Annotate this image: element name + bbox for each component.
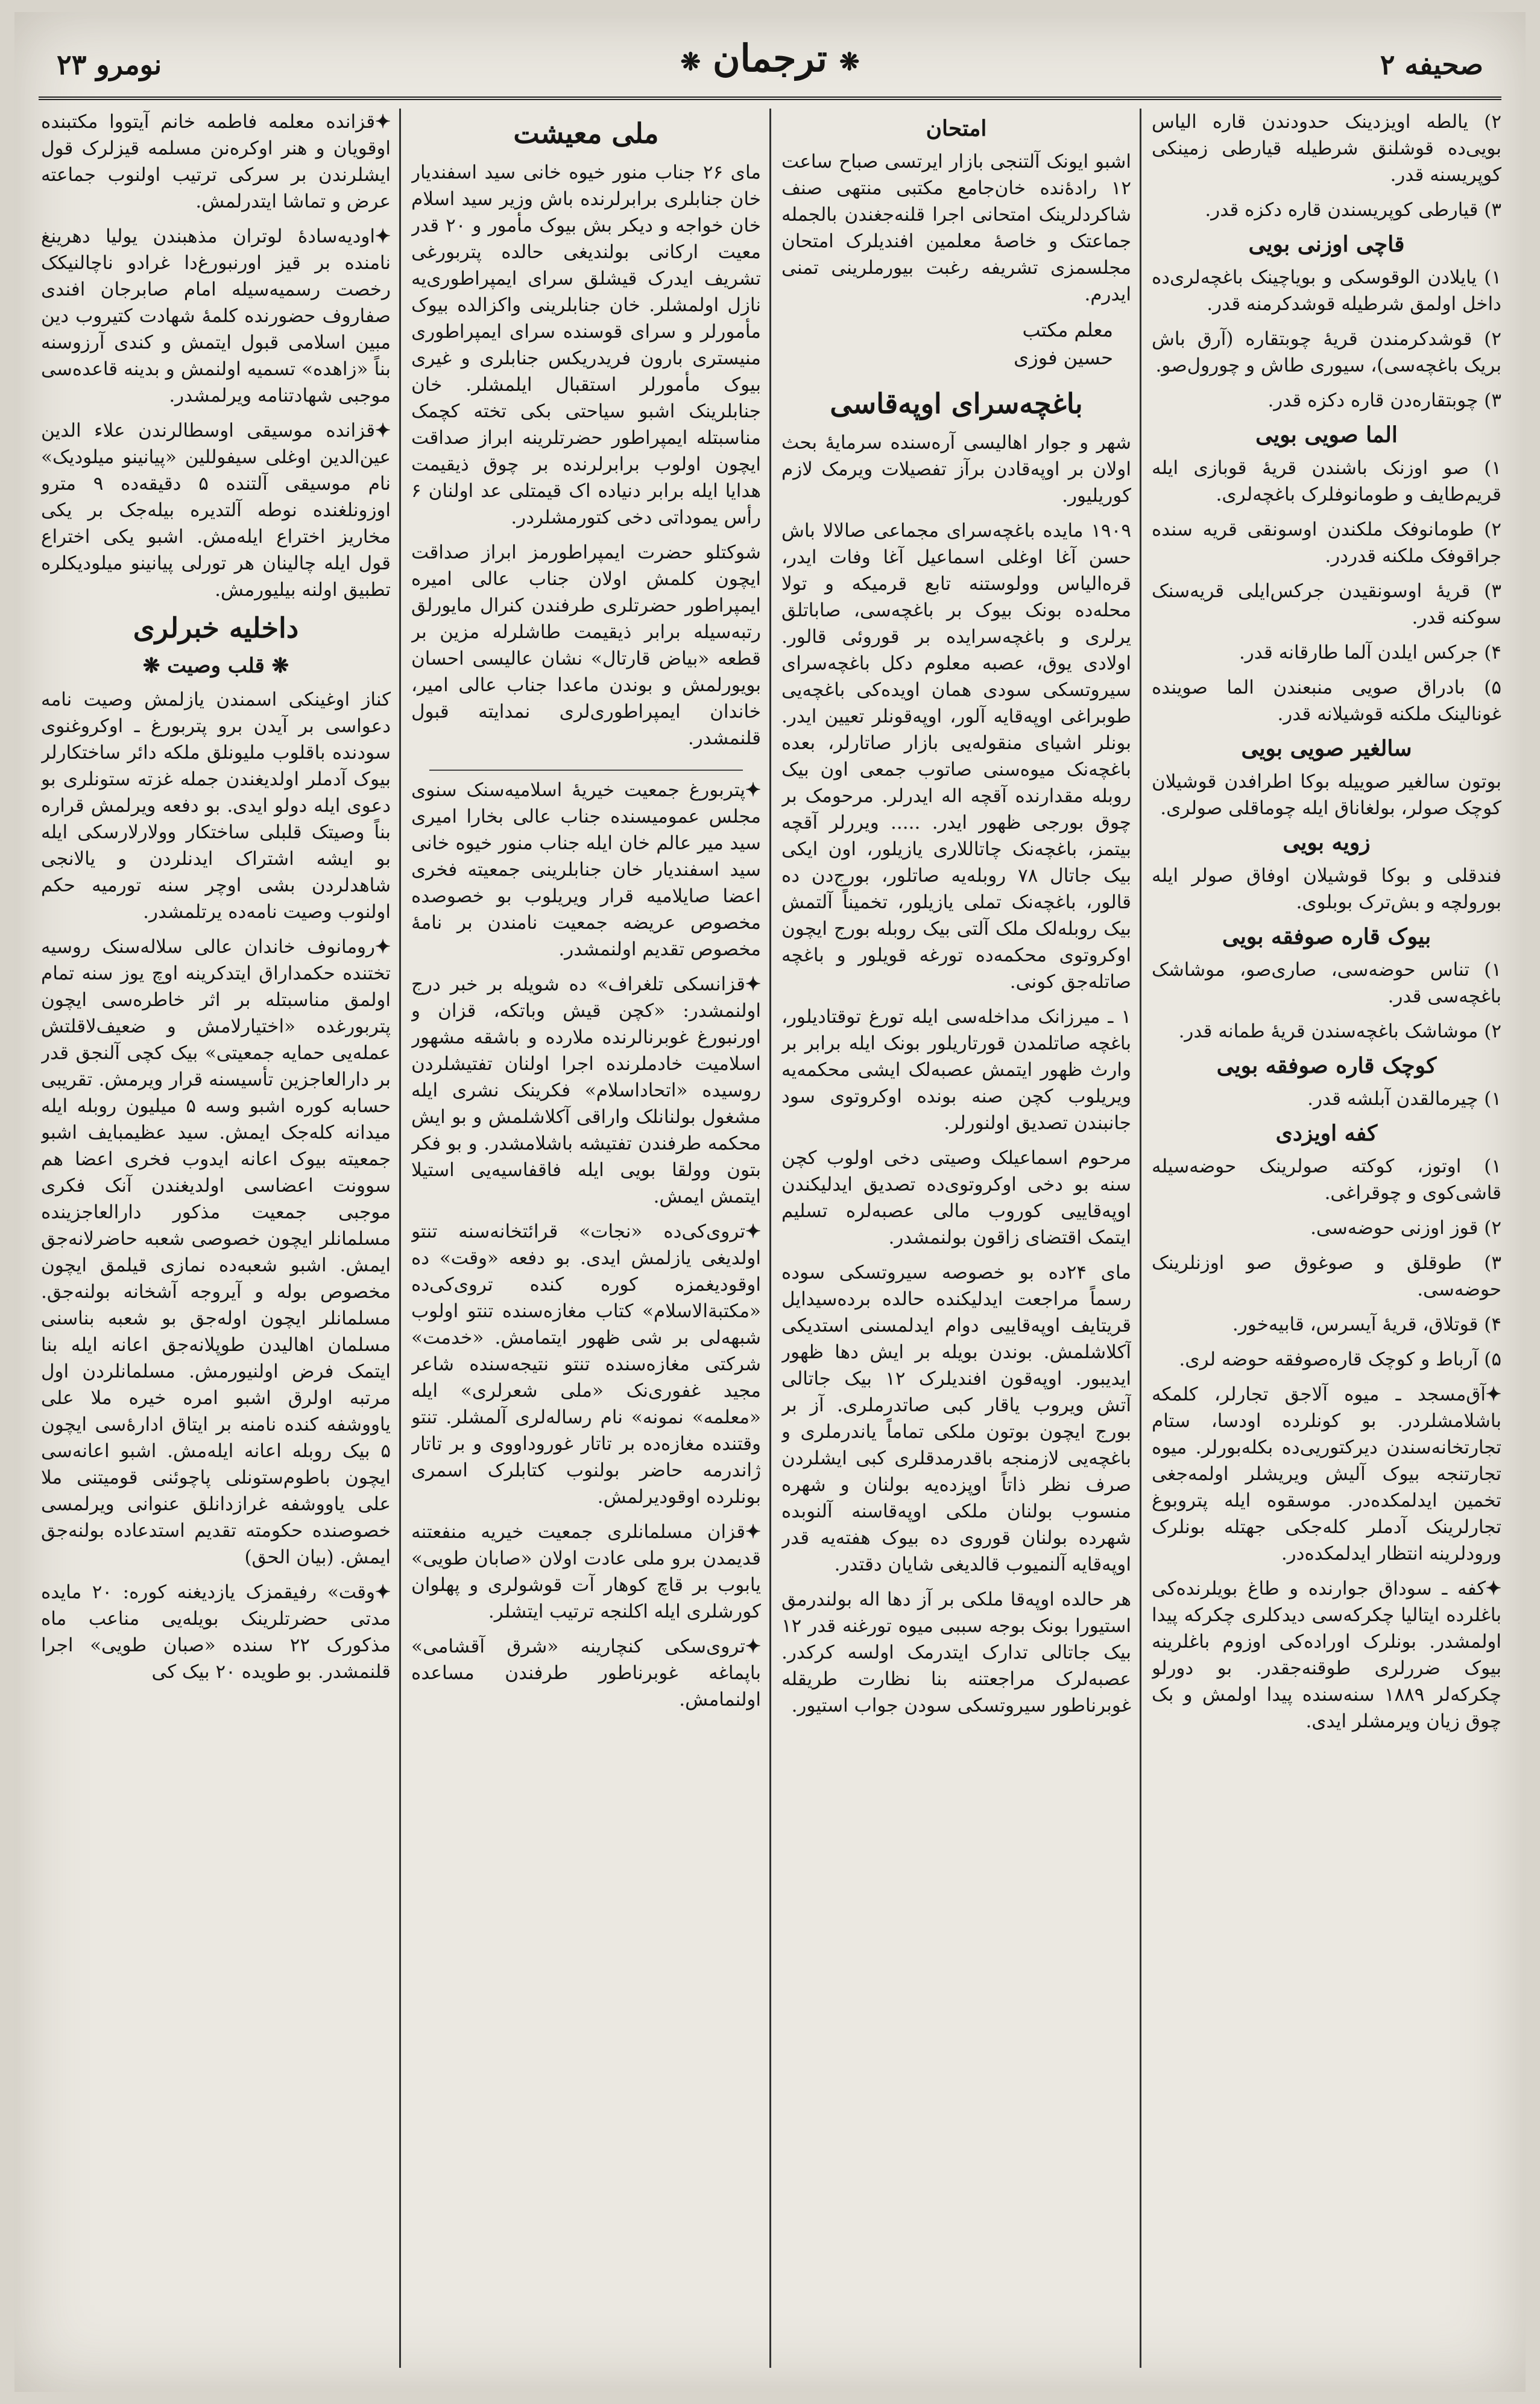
list-item: ۴) قوتلاق، قریهٔ آیسرس، قابیه‌خور.: [1232, 1314, 1501, 1335]
article-paragraph: کناز اوغینکی اسمندن یازلمش وصیت نامه دعواسی بر آیدن برو پتربورغ ـ اوکروغنوی سودنده باقلوب ملیونلق ملکه دائر ساختکارلر بیوک آدملر اولدیغندن جمله غزته ستونلری بو دعوی ایله دولو ایدی. بو دفعه ویرلمش قراره بناً وصیتک قلبلی ساختکار وولارلارسکی ایله بو ایشه اشتراک ایدنلردن و یالانجی شاهدلردن بشی اوچر سنه تورمیه حکم اولنوب وصیت نامه‌ده یرتلمشدر.: [41, 689, 391, 923]
news-item: ✦ تروی‌سکی کنچارینه «شرق آقشامی» باپماغه غوبرناطور طرفندن مساعده اولنمامش.: [411, 1633, 761, 1713]
list-item: بوتون سالغیر صوییله بوکا اطرافدن قوشیلان کوچک صولر، بولغاناق ایله چوماقلی صولری.: [1152, 771, 1501, 819]
column-2: [781, 109, 1131, 2368]
article-paragraph: مای ۲۶ جناب منور خیوه خانی سید اسفندیار خان جنابلری برابرلرنده باش وزیر سید اسلام خان خواجه و دیکر بش بیوک مأمور و ۲۰ قدر معیت ارکانی بولندیغی حالده پتربورغی تشریف ایدرک قیشلق سرای ایمپراطوری‌یه نازل اولمشلر. خان جنابلرینی واکزالده بیوک مأمورلر و سرای قوسنده سرای ایمپراطوری منیستری بارون فریدریکس جنابلری و غیری بیوک مأمورلر استقبال ایلمشلر. خان جنابلرینک اشبو سیاحتی بکی تخته کچمک مناسبتله ایمپراطور حضرتلرینه ابراز صداقت ایچون اولوب برابرلرنده بر چوق ذیقیمت هدایا ایله برابر دنیاده اک قیمتلی عد اولنان ۶ رأس یموداتی دخی کتورمشلردر.: [411, 162, 761, 528]
announcement-text: اشبو ایونک آلتنجی بازار ایرتسی صباح ساعت ۱۲ رادهٔ‌نده خان‌جامع مکتبی منتهی صنف شاکردلرینک امتحانی اجرا قلنه‌جغندن بالجمله جماعتک و خاصهٔ معلمین افندیلرک امتحان مجلسمزی تشریفه رغبت بیورملرینی تمنی ایدرم.: [781, 151, 1131, 305]
section-title: قاچی اوزنی بویی: [1248, 232, 1405, 257]
section-title: زویه بویی: [1283, 830, 1371, 855]
section-title: سالغیر صویی بویی: [1241, 736, 1412, 761]
news-item: ✦ رومانوف خاندان عالی سلاله‌سنک روسیه تختنده حکمداراق ایتدکرینه اوچ یوز سنه تمام اولمق مناسبتله بر اثر خاطره‌سی ایچون پتربورغده «اختیارلامش و ضعیف‌لاقلتش عمله‌یی حمایه جمعیتی» بیک کچی آلنجق قدر بر دارالعاجزین تأسیسنه قرار ویرمش. تقریبی حسابه کوره اشبو وسه ۵ میلیون روبله ایله میدانه کله‌جک ایمش. سید عظیمبایف اشبو جمعیته بیوک اعانه ایدوب فخری اعضا هم سوونت اعضاسی اولدیغندن آنک فکری موجبی جمعیت مذکور دارالعاجزینده مسلمانلر ایچون خصوصی شعبه حاضرلانه‌جق ایمش. اشبو شعبه‌ده نمازی قیلمق ایچون مخصوص بوله و آیروجه آشخانه بولنه‌جق. مسلمانلر ایچون اوله‌جق بو شعبه بناسنی مسلمان اهالیدن طوپلانه‌جق اعانه ایله بنا ایتمک فرض اولنیورمش. مسلمانلردن اول مرتبه اولرق اشبو امره خیره ملا علی یاووشفه کنده نامنه بر ایتاق ادارهٔ‌سی ایچون ۵ بیک روبله اعانه ایله‌مش. اشبو اعانه‌سی ایچون باطوم‌ستونلی پاچوئنی قومیتنی ملا علی یاووشفه غرازدانلق عنوانی ویرلمسی خصوصنده حکومته تقدیم استدعاده بولنه‌جق ایمش. (بیان الحق): [41, 934, 391, 1571]
ornament-icon: ❋: [680, 47, 701, 76]
list-item: ۴) جرکس ایلدن آلما طارقانه قدر.: [1239, 642, 1501, 663]
column-4: [41, 109, 391, 2368]
list-item: ۳) قیارطی کوپریسندن قاره دکزه قدر.: [1205, 199, 1501, 221]
list-item: ۳) قریهٔ اوسونقیدن جرکس‌ایلی قریه‌سنک سوکنه قدر.: [1152, 580, 1501, 628]
list-item: ۲) قوشدکرمندن قریهٔ چوبتقاره (آرق باش بریک باغچه‌سی)، سیوری طاش و چورول‌صو.: [1152, 328, 1501, 376]
announcement-title: امتحان: [926, 116, 987, 141]
article-paragraph: شهر و جوار اهالیسی آره‌سنده سرمایهٔ بحث اولان بر اوپه‌قادن برآز تفصیلات ویرمک لازم کوریلیور.: [781, 432, 1131, 507]
newspaper-title: [39, 36, 1501, 80]
news-item: ✦ وقت» رفیقمزک یازدیغنه کوره: ۲۰ مایده مدتی حضرتلرینک بویله‌یی مناعب ماه مذکورک ۲۲ سنده «صبان طویی» اجرا قلنمشدر. بو طویده ۲۰ بیک کی: [41, 1579, 391, 1685]
news-item: ✦ تروی‌کی‌ده «نجات» قرائتخانه‌سنه تنتو اولدیغی یازلمش ایدی. بو دفعه «وقت» ده اوقودیغمزه کوره کنده تروی‌کی‌ده «مکتبةالاسلام» کتاب مغازه‌سنده تنتو اولوب شبهه‌لی بر شی ظهور ایتمامش. «خدمت» شرکتی مغازه‌سنده تنتو نتیجه‌سنده شاعر مجید غفوری‌نک «ملی شعرلری» ایله «معلمه» نمونه» نام رساله‌لری آلمشلر. تنتو وقتنده مغازه‌ده بر تاتار غوروداووی و بر تاتار ژاندرمه حاضر بولنوب کتابلرک اسمری بونلرده اوقودیرلمش.: [411, 1218, 761, 1510]
section-title: کوچک قاره صوفقه بویی: [1216, 1053, 1437, 1078]
news-item: ✦ قزان مسلمانلری جمعیت خیریه منفعتنه قدیمدن برو ملی عادت اولان «صابان طویی» یابوب بر قاچ کوهار آت قوشولری و پهلوان کورشلری ایله اکلنجه ترتیب ایتشلر.: [411, 1519, 761, 1625]
list-item: ۵) بادراق صویی منبعندن الما صوینده غونالینک ملکنه قوشیلانه قدر.: [1152, 677, 1501, 725]
list-item: ۱) صو اوزنک باشندن قریهٔ قوبازی ایله قریم‌طایف و طومانوفلرک باغچه‌لری.: [1152, 457, 1501, 505]
column-divider: [1140, 109, 1141, 2368]
page-number: صحیفه ۲: [1380, 48, 1483, 81]
news-item: ✦ اودیه‌سادهٔ لوتران مذهبندن یولیا دهرینغ نامنده بر قیز اورنبورغ‌دا غرادو ناچالنیکک رخصت رسمیه‌سیله امام صابرجان افندی صفاروف حضورنده کلمهٔ شهادت کتیروب دین مبین اسلامی قبول ایتمش و کندی آرزوسنه بناً «زاهده» تسمیه اولنمش و بدینه قاعده‌سی موجبی شهادتنامه ویرلمشدر.: [41, 223, 391, 409]
article-columns: [39, 109, 1501, 2368]
list-item: فندقلی و بوکا قوشیلان اوفاق صولر ایله بورولچه و بش‌ترک بوبلوی.: [1152, 865, 1501, 913]
article-subtitle: ❋ قلب وصیت ❋: [142, 654, 289, 678]
article-paragraph: شوکتلو حضرت ایمپراطورمز ابراز صداقت ایچون کلمش اولان جناب عالی امیره ایمپراطور حضرتلری طرفندن کنرال مایورلق رتبه‌سیله برابر ذیقیمت طاشلرله مزین بر قطعه «بیاض قارتال» نشان عالیسی احسان بویورلمش و بوندن ماعدا جناب عالی امیر، خاندان ایمپراطوری‌لری نمدایته قبول قلنمشدر.: [411, 542, 761, 749]
list-item: ۲) طومانوفک ملکندن اوسونقی قریه سنده جراقوفک ملکنه قدردر.: [1152, 519, 1501, 567]
article-paragraph: ۱ ـ میرزانک مداخله‌سی ایله تورغ توقتادیلور، باغچه صاتلمدن قورتاریلور بونک ایله برابر بر وارث ظهور ایتمش عصبه‌لک ایشی محکمه‌یه ویریلوب کچن صنه بونده اوکروتوی سود جانبندن تصدیق اولنورلر.: [781, 1006, 1131, 1134]
list-item: ۳) طوقلق و صوغوق صو اوزنلرینک حوضه‌سی.: [1152, 1252, 1501, 1300]
article-paragraph: مرحوم اسماعیلک وصیتی دخی اولوب کچن سنه بو دخی اوکروتوی‌ده تصدیق ایدلیکندن اوپه‌قاییی کوروب مالی عصبه‌لره تسلیم ایتمک اقتضای زاقون بولنمشدر.: [781, 1147, 1131, 1248]
column-divider: [399, 109, 401, 2368]
column-1: [1152, 109, 1501, 2368]
article-paragraph: ۱۹۰۹ مایده باغچه‌سرای مجماعی صالالا باش حسن آغا اوغلی اسماعیل آغا وفات ایدر، قره‌الیاس وولوستنه تابع قرمیکه و تولا محله‌ده بونک بیوک بر باغچه‌سی، صاباتلق یرلری و باغچه‌سرایده بر قوروئی قالور. اولادی یوق، عصبه معلوم دکل باغچه‌سرای سیروتسکی سودی همان اویده‌کی باغچه‌یی طوبراغی اوپه‌قایه آلور، اوپه‌قونلر تعیین ایدر. بونلر اشیای منقوله‌یی بازار صاتارلر، بعده باغچه‌نک میوه‌سنی صاتوب جمعی اون بیک روبله مقدارنده آقچه اله ایدرلر. مرحومک بر چوق بورجی ظهور ایدر. ..... ویررلر آقچه بیتمز، باغچه‌نک چاتاللاری یازیلور، اون ایکی بیک جاتال ۷۸ روبله‌یه صاتلور، بورج‌دن ده قالور، باغچه‌نک تملی یازیلور، تخمیناً آلتمش بیک روبله‌لک ملک آلتی بیک روبله بورج ایچون اوکروتوی محکمه‌ده تورغه قویلور و باغچه صاتله‌جق کونی.: [781, 520, 1131, 993]
article-paragraph: مای ۲۴ده بو خصوصه سیروتسکی سوده رسماً مراجعت ایدلیکنده حالده برده‌سیدایل قریتایف اوپه‌قاییی دوام ایدلمسنی استدیکی آکلاشلمش. بوندن بویله بر ایش دها ظهور ایدیبور. اوپه‌قون افندیلرک ۱۲ بیک جاتالی آتش ویروب یاقار کبی صاتدرملری. آز بر بورج ایچون بوتون ملکی تماماً یاندرملری و باغچه‌یی لازمنجه باقدرمدقلری کبی ایشلردن صرف نظر ذاتاً اوپزده‌یه بولنان و شهره منسوب بولنان ملکی اوپه‌قاسنه آلنوبده شهرده بولنان قوروی ده بیوک هفته‌یه قدر اوپه‌قایه آلنمیوب قالدیغی شایان دقتدر.: [781, 1262, 1131, 1575]
column-3: [411, 109, 761, 2368]
list-item: ۲) موشاشک باغچه‌سندن قریهٔ طمانه قدر.: [1178, 1020, 1501, 1042]
news-item: ✦ آق‌مسجد ـ میوه آلاجق تجارلر، کلمکه باشلامشلردر. بو کونلرده اودسا، ستام تجارتخانه‌سندن دیرکتوریی‌ده بکله‌بورلر. میوه تجارتنجه بیوک آلیش ویریشلر اولمه‌جغی تخمین ایدلمکده‌در. موسقوه ایله پتروبوغ تجارلرینک آدملر کله‌جکی جهتله بونلرک ورودلرینه انتظار ایدلمکده‌در.: [1152, 1381, 1501, 1567]
article-paragraph: هر حالده اوپه‌قا ملکی بر آز دها اله بولندرمق استیورا بونک بوجه سببی میوه تورغنه قدر ۱۲ بیک جاتالی تدارک ایتدرمک اولسه کرکدر. عصبه‌لرک مراجعتنه بنا نظارت طریقله غوبرناطور سیروتسکی سودن جواب استیور.: [781, 1589, 1131, 1716]
separator-line: [429, 770, 743, 771]
news-item: ✦ قزانسکی تلغراف» ده شویله بر خبر درج اولنمشدر: «کچن قیش وباتکه، قزان و اورنبورغ غوبرنالرنده ملارده و باشقه مشهور اسلامیت خادملرنده اجرا اولنان تفتیشلردن روسیده «اتحاداسلام» فکرینک نشری ایله مشغول بولنانلک واراقی آکلاشلمش و بو ایش محکمه طرفندن تفتیشه باشلامشدر. و بو فکر بتون وولقا بویی ایله فاقفاسیه‌یی استیلا ایتمش ایمش.: [411, 971, 761, 1210]
list-item: ۳) چوبتقاره‌دن قاره دکزه قدر.: [1267, 390, 1501, 411]
news-item: ✦ قزانده معلمه فاطمه خانم آیتووا مکتبنده اوقویان و هنر اوکره‌نن مسلمه قیزلرک قول ایشلرندن بر سرکی ترتیب اولنوب جماعته عرض و تماشا ایتدرلمش.: [41, 109, 391, 215]
list-item: ۱) چیرمالقدن آبلشه قدر.: [1307, 1088, 1501, 1110]
signature-role: معلم مکتب: [1022, 318, 1113, 341]
list-item: ۱) تناس حوضه‌سی، صاری‌صو، موشاشک باغچه‌سی قدر.: [1152, 959, 1501, 1007]
section-title: الما صویی بویی: [1255, 422, 1398, 448]
article-title: ملی معیشت: [513, 117, 659, 150]
issue-number: نومرو ۲۳: [57, 48, 162, 81]
signature-name: حسین فوزی: [1014, 346, 1113, 369]
article-title: باغچه‌سرای اوپه‌قاسی: [830, 387, 1083, 420]
news-item: ✦ پتربورغ جمعیت خیریهٔ اسلامیه‌سنک سنوی مجلس عمومیسنده جناب عالی بخارا امیری سید میر عالم خان ایله جناب منور خیوه خانی سید اسفندیار خان جنابلرینی جمعیته فخری اعضا صایلامیه قرار ویریلوب بو خصوصده مخصوص عریضه جمعیت نامندن بر نامهٔ مخصوص تقدیم اولنمشدر.: [411, 777, 761, 963]
masthead: [39, 30, 1501, 100]
list-item: ۵) آرباط و کوچک قاره‌صوفقه حوضه لری.: [1179, 1349, 1501, 1370]
section-title: کفه اویزدی: [1275, 1121, 1378, 1146]
list-item: ۲) قوز اوزنی حوضه‌سی.: [1310, 1217, 1501, 1239]
section-title: بیوک قاره صوفقه بویی: [1222, 924, 1431, 949]
newspaper-page: [14, 12, 1526, 2392]
news-item: ✦ قزانده موسیقی اوسطالرندن علاء الدین عین‌الدین اوغلی سیفوللین «پیانینو میلودیک» نام موسیقی آلتنده ۵ دقیقه‌ده ۹ مترو اوزونلغنده نوطه آلتدیره بیله‌جک بر یکی مخاریز اختراع ایله‌مش. اشبو یکی اختراع قول ایله چالینان هر تورلی پیانینو میلودیکلره تطبیق اولنه بیلیورمش.: [41, 417, 391, 603]
section-title: داخلیه خبرلری: [133, 612, 299, 644]
list-item: ۱) اوتوز، کوکته صولرینک حوضه‌سیله قاشی‌کوی و چوقراغی.: [1152, 1156, 1501, 1204]
article-subtitle-text: قلب وصیت: [167, 654, 265, 678]
news-item: ✦ کفه ـ سوداق جوارنده و طاغ بویلرنده‌کی باغلرده ایتالیا چکرکه‌سی دیدکلری چکرکه پیدا اولمشدر. بونلرک اوراده‌کی اوزوم باغلرینه بیوک ضررلری طوقنه‌جقدر. بو دورلو چکرکه‌لر ۱۸۸۹ سنه‌سنده پیدا اولمش و بک چوق زیان ویرمشلر ایدی.: [1152, 1575, 1501, 1735]
newspaper-title-text: ترجمان: [712, 36, 828, 80]
ornament-icon: ❋: [839, 47, 860, 76]
column-divider: [769, 109, 771, 2368]
signature-block: [781, 316, 1131, 372]
list-item: ۲) یالطه اویزدینک حدودندن قاره الیاس بویی‌ده قوشلنق شرطیله قیارطی زمینکی کوپریسنه قدر.: [1152, 111, 1501, 186]
list-item: ۱) یایلادن الوقوسکی و بویاچینک باغچه‌لری‌ده داخل اولمق شرطیله قوشدکرمنه قدر.: [1152, 267, 1501, 315]
